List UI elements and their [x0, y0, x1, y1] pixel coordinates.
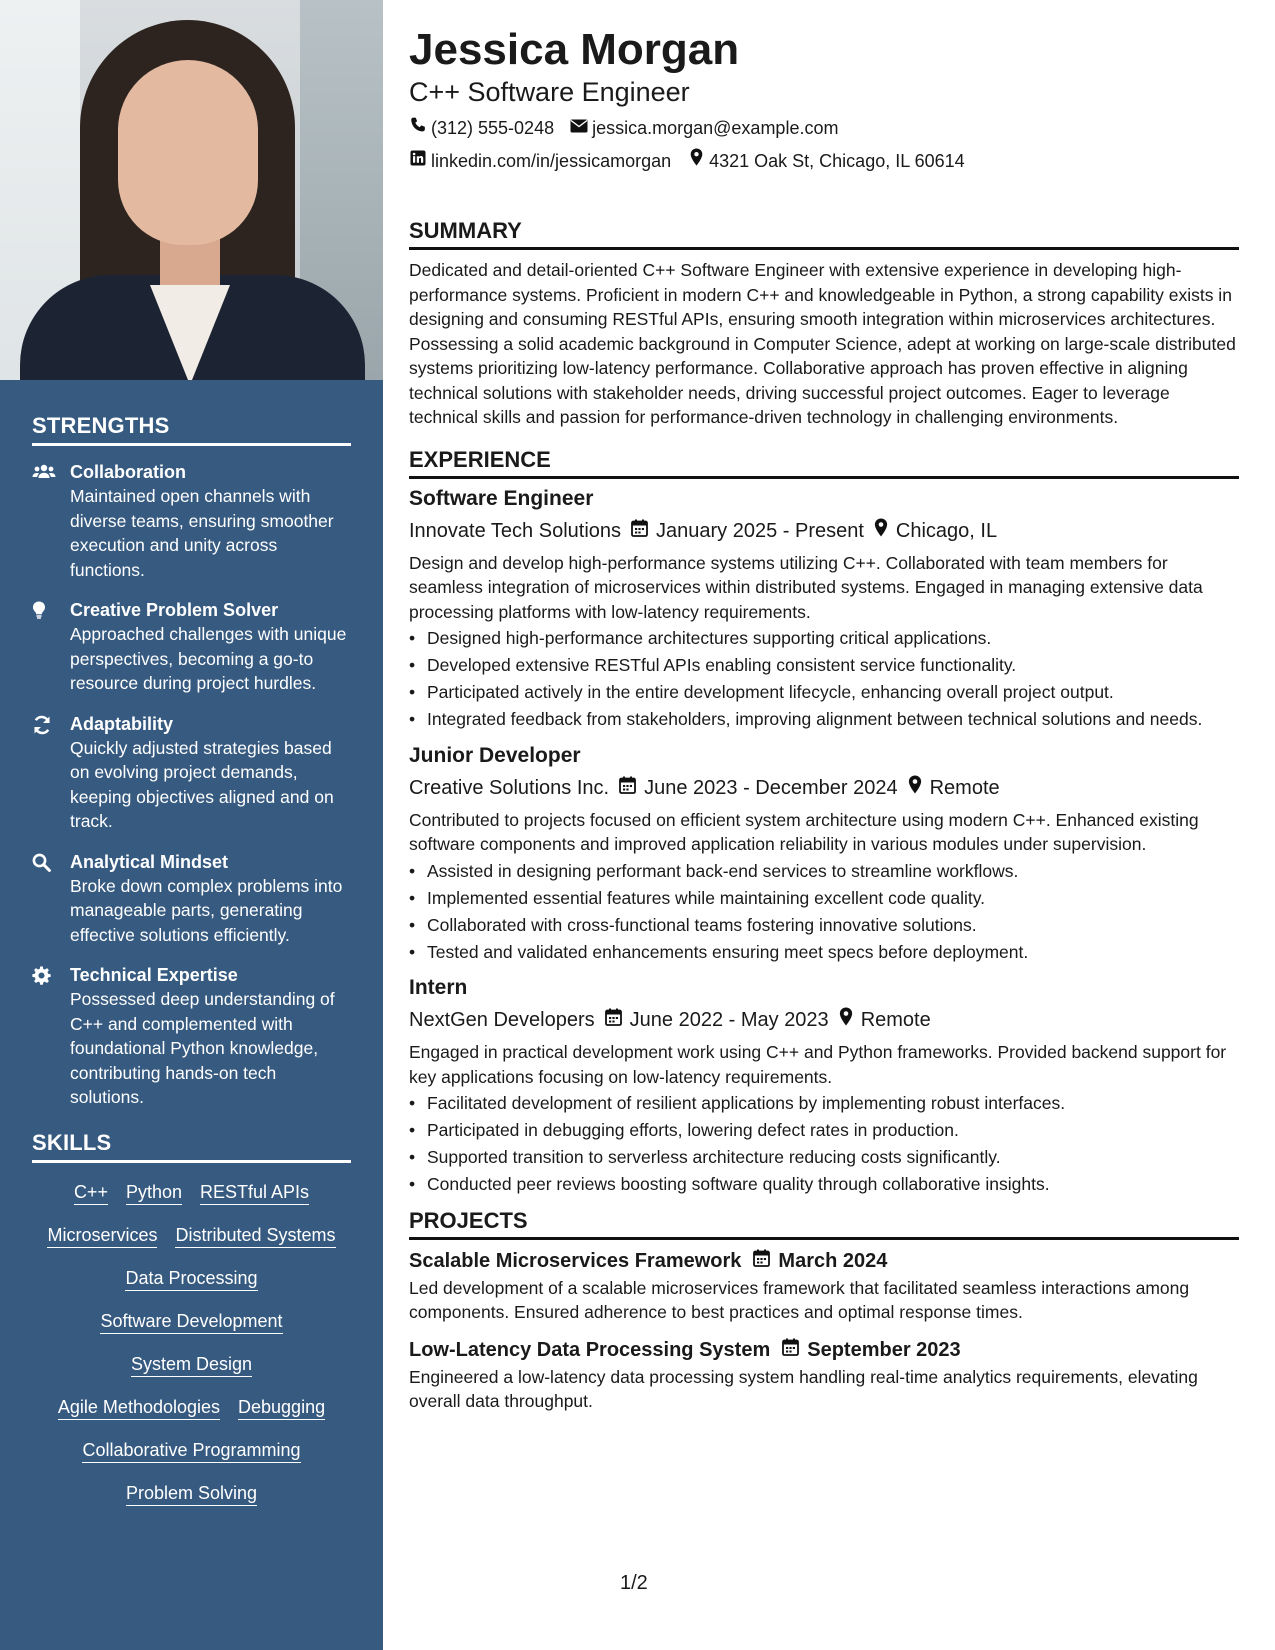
- strength-title: Creative Problem Solver: [70, 600, 279, 620]
- strength-desc: Quickly adjusted strategies based on evolving project demands, keeping objectives aligned and on track.: [70, 737, 334, 831]
- main-content: [409, 0, 1239, 1426]
- address-text: 4321 Oak St, Chicago, IL 60614: [709, 150, 965, 171]
- job-company: NextGen Developers: [409, 1009, 595, 1031]
- candidate-name: Jessica Morgan: [409, 25, 740, 74]
- skill-tag: System Design: [131, 1353, 252, 1377]
- job-description: Design and develop high-performance systems utilizing C++. Collaborated with team members for seamless integration of microservices within distributed systems. Engaged in managing extensive data processing platforms with low-latency requirements.: [409, 552, 1203, 622]
- job-location: Remote: [860, 1009, 931, 1031]
- skills-section: [0, 1130, 383, 1506]
- skills-heading: SKILLS: [32, 1130, 351, 1163]
- skill-tag: Problem Solving: [126, 1482, 257, 1506]
- map-marker-icon: [687, 148, 705, 173]
- job-location: Remote: [929, 776, 1000, 799]
- skill-tag: Agile Methodologies: [58, 1396, 220, 1420]
- strength-item: [32, 963, 351, 1110]
- strength-item: [32, 712, 351, 834]
- strength-desc: Approached challenges with unique perspectives, becoming a go-to resource during project hurdles.: [70, 624, 347, 693]
- users-icon: [32, 460, 70, 582]
- projects-heading: PROJECTS: [409, 1207, 1239, 1240]
- job-title: Intern: [409, 976, 468, 999]
- job-company: Innovate Tech Solutions: [409, 519, 622, 542]
- contact-row: [409, 116, 1239, 140]
- job-company: Creative Solutions Inc.: [409, 776, 610, 799]
- phone-icon: [409, 116, 427, 140]
- skill-tag: C++: [74, 1181, 108, 1205]
- job-title: Junior Developer: [409, 743, 581, 767]
- job-meta: [409, 1006, 1239, 1034]
- skill-tag: RESTful APIs: [200, 1181, 309, 1205]
- phone-number[interactable]: (312) 555-0248: [431, 118, 555, 138]
- lightbulb-icon: [32, 598, 70, 696]
- skill-tag: Microservices: [47, 1224, 157, 1248]
- page-indicator: 1/2: [620, 1572, 648, 1594]
- calendar-icon: [605, 1006, 622, 1034]
- strength-desc: Possessed deep understanding of C++ and complemented with foundational Python knowledge, contributing hands-on tech solutions.: [70, 989, 335, 1107]
- envelope-icon: [570, 116, 588, 140]
- list-item: • Participated actively in the entire development lifecycle, enhancing overall project output.: [409, 680, 1239, 705]
- strength-title: Analytical Mindset: [70, 851, 229, 872]
- project-description: Led development of a scalable microservices framework that facilitated seamless interactions among components. Ensured adherence to best practices and optimal response times.: [409, 1277, 1190, 1322]
- email-link[interactable]: jessica.morgan@example.com: [592, 118, 839, 138]
- experience-heading: EXPERIENCE: [409, 446, 1239, 479]
- strengths-heading: STRENGTHS: [32, 413, 351, 446]
- job-entry: [409, 974, 1239, 1197]
- strength-item: [32, 598, 351, 696]
- job-dates: January 2025 - Present: [656, 519, 864, 542]
- linkedin-icon: [409, 149, 427, 173]
- skill-tag: Collaborative Programming: [82, 1439, 300, 1463]
- calendar-icon: [631, 517, 648, 545]
- list-item: • Designed high-performance architectures supporting critical applications.: [409, 626, 1239, 651]
- job-location: Chicago, IL: [895, 519, 998, 542]
- list-item: • Implemented essential features while maintaining excellent code quality.: [409, 886, 1239, 911]
- strength-title: Adaptability: [70, 713, 174, 734]
- list-item: • Integrated feedback from stakeholders, improving alignment between technical solutions and needs.: [409, 707, 1239, 732]
- project-title: Low-Latency Data Processing System: [409, 1338, 771, 1361]
- strength-title: Technical Expertise: [70, 965, 238, 985]
- project-entry: [409, 1248, 1239, 1325]
- job-bullets: [409, 859, 1239, 965]
- skill-tag: Debugging: [238, 1396, 325, 1420]
- calendar-icon: [753, 1248, 770, 1274]
- strength-desc: Broke down complex problems into manageable parts, generating effective solutions efficiently.: [70, 875, 343, 945]
- job-dates: June 2022 - May 2023: [629, 1009, 829, 1031]
- strength-title: Collaboration: [70, 462, 186, 482]
- projects-section: [409, 1207, 1239, 1414]
- experience-section: [409, 446, 1239, 1197]
- contact-row: [409, 148, 1239, 173]
- list-item: • Tested and validated enhancements ensuring meet specs before deployment.: [409, 940, 1239, 965]
- gear-icon: [32, 963, 70, 1110]
- list-item: • Assisted in designing performant back-end services to streamline workflows.: [409, 859, 1239, 884]
- sync-icon: [32, 712, 70, 834]
- list-item: • Facilitated development of resilient applications by implementing robust interfaces.: [409, 1091, 1239, 1116]
- job-bullets: [409, 626, 1239, 732]
- profile-photo: [0, 0, 383, 380]
- list-item: • Collaborated with cross-functional teams fostering innovative solutions.: [409, 913, 1239, 938]
- list-item: • Conducted peer reviews boosting software quality through collaborative insights.: [409, 1172, 1239, 1197]
- skill-tag: Python: [126, 1181, 182, 1205]
- skill-tag: Distributed Systems: [175, 1224, 335, 1248]
- job-entry: [409, 485, 1239, 732]
- skill-tag: Software Development: [100, 1310, 282, 1334]
- list-item: • Participated in debugging efforts, lowering defect rates in production.: [409, 1118, 1239, 1143]
- list-item: • Developed extensive RESTful APIs enabling consistent service functionality.: [409, 653, 1239, 678]
- map-marker-icon: [874, 517, 888, 545]
- summary-heading: SUMMARY: [409, 217, 1239, 250]
- linkedin-link[interactable]: linkedin.com/in/jessicamorgan: [431, 150, 672, 171]
- project-entry: [409, 1337, 1239, 1414]
- search-icon: [32, 850, 70, 948]
- map-marker-icon: [908, 774, 922, 802]
- job-meta: [409, 517, 1239, 545]
- strength-item: [32, 460, 351, 582]
- job-description: Engaged in practical development work using C++ and Python frameworks. Provided backend support for key applications focusing on low-latency requirements.: [409, 1042, 1227, 1087]
- skills-list: [32, 1181, 351, 1506]
- project-date: March 2024: [778, 1249, 888, 1272]
- job-entry: [409, 742, 1239, 965]
- strength-desc: Maintained open channels with diverse teams, ensuring smoother execution and unity across functions.: [70, 486, 334, 580]
- job-title: Software Engineer: [409, 486, 594, 510]
- calendar-icon: [782, 1337, 799, 1363]
- list-item: • Supported transition to serverless architecture reducing costs significantly.: [409, 1145, 1239, 1170]
- summary-text: Dedicated and detail-oriented C++ Software Engineer with extensive experience in developing high-performance systems. Proficient in modern C++ and knowledgeable in Python, a strong capability exists in designing and consuming RESTful APIs, ensuring smooth integration within microservices architectures. Possessing a solid academic background in Computer Science, adept at working on large-scale distributed systems prioritizing low-latency performance. Collaborative approach has proven effective in aligning technical solutions with stakeholder needs, driving successful project outcomes. Eager to leverage technical skills and passion for performance-driven technology in challenging environments.: [409, 260, 1236, 427]
- candidate-role: C++ Software Engineer: [409, 77, 690, 107]
- map-marker-icon: [839, 1006, 853, 1034]
- strengths-section: [0, 413, 383, 1110]
- calendar-icon: [619, 774, 636, 802]
- job-meta: [409, 774, 1239, 802]
- job-bullets: [409, 1091, 1239, 1197]
- skill-tag: Data Processing: [125, 1267, 257, 1291]
- sidebar: [0, 0, 383, 1650]
- project-title: Scalable Microservices Framework: [409, 1249, 742, 1272]
- project-date: September 2023: [807, 1338, 961, 1361]
- summary-section: [409, 217, 1239, 430]
- strength-item: [32, 850, 351, 948]
- project-description: Engineered a low-latency data processing system handling real-time analytics requirements, elevating overall data throughput.: [409, 1366, 1198, 1411]
- job-dates: June 2023 - December 2024: [644, 776, 898, 799]
- job-description: Contributed to projects focused on efficient system architecture using modern C++. Enhanced existing software components and improved application reliability in various modules under supervision.: [409, 809, 1199, 854]
